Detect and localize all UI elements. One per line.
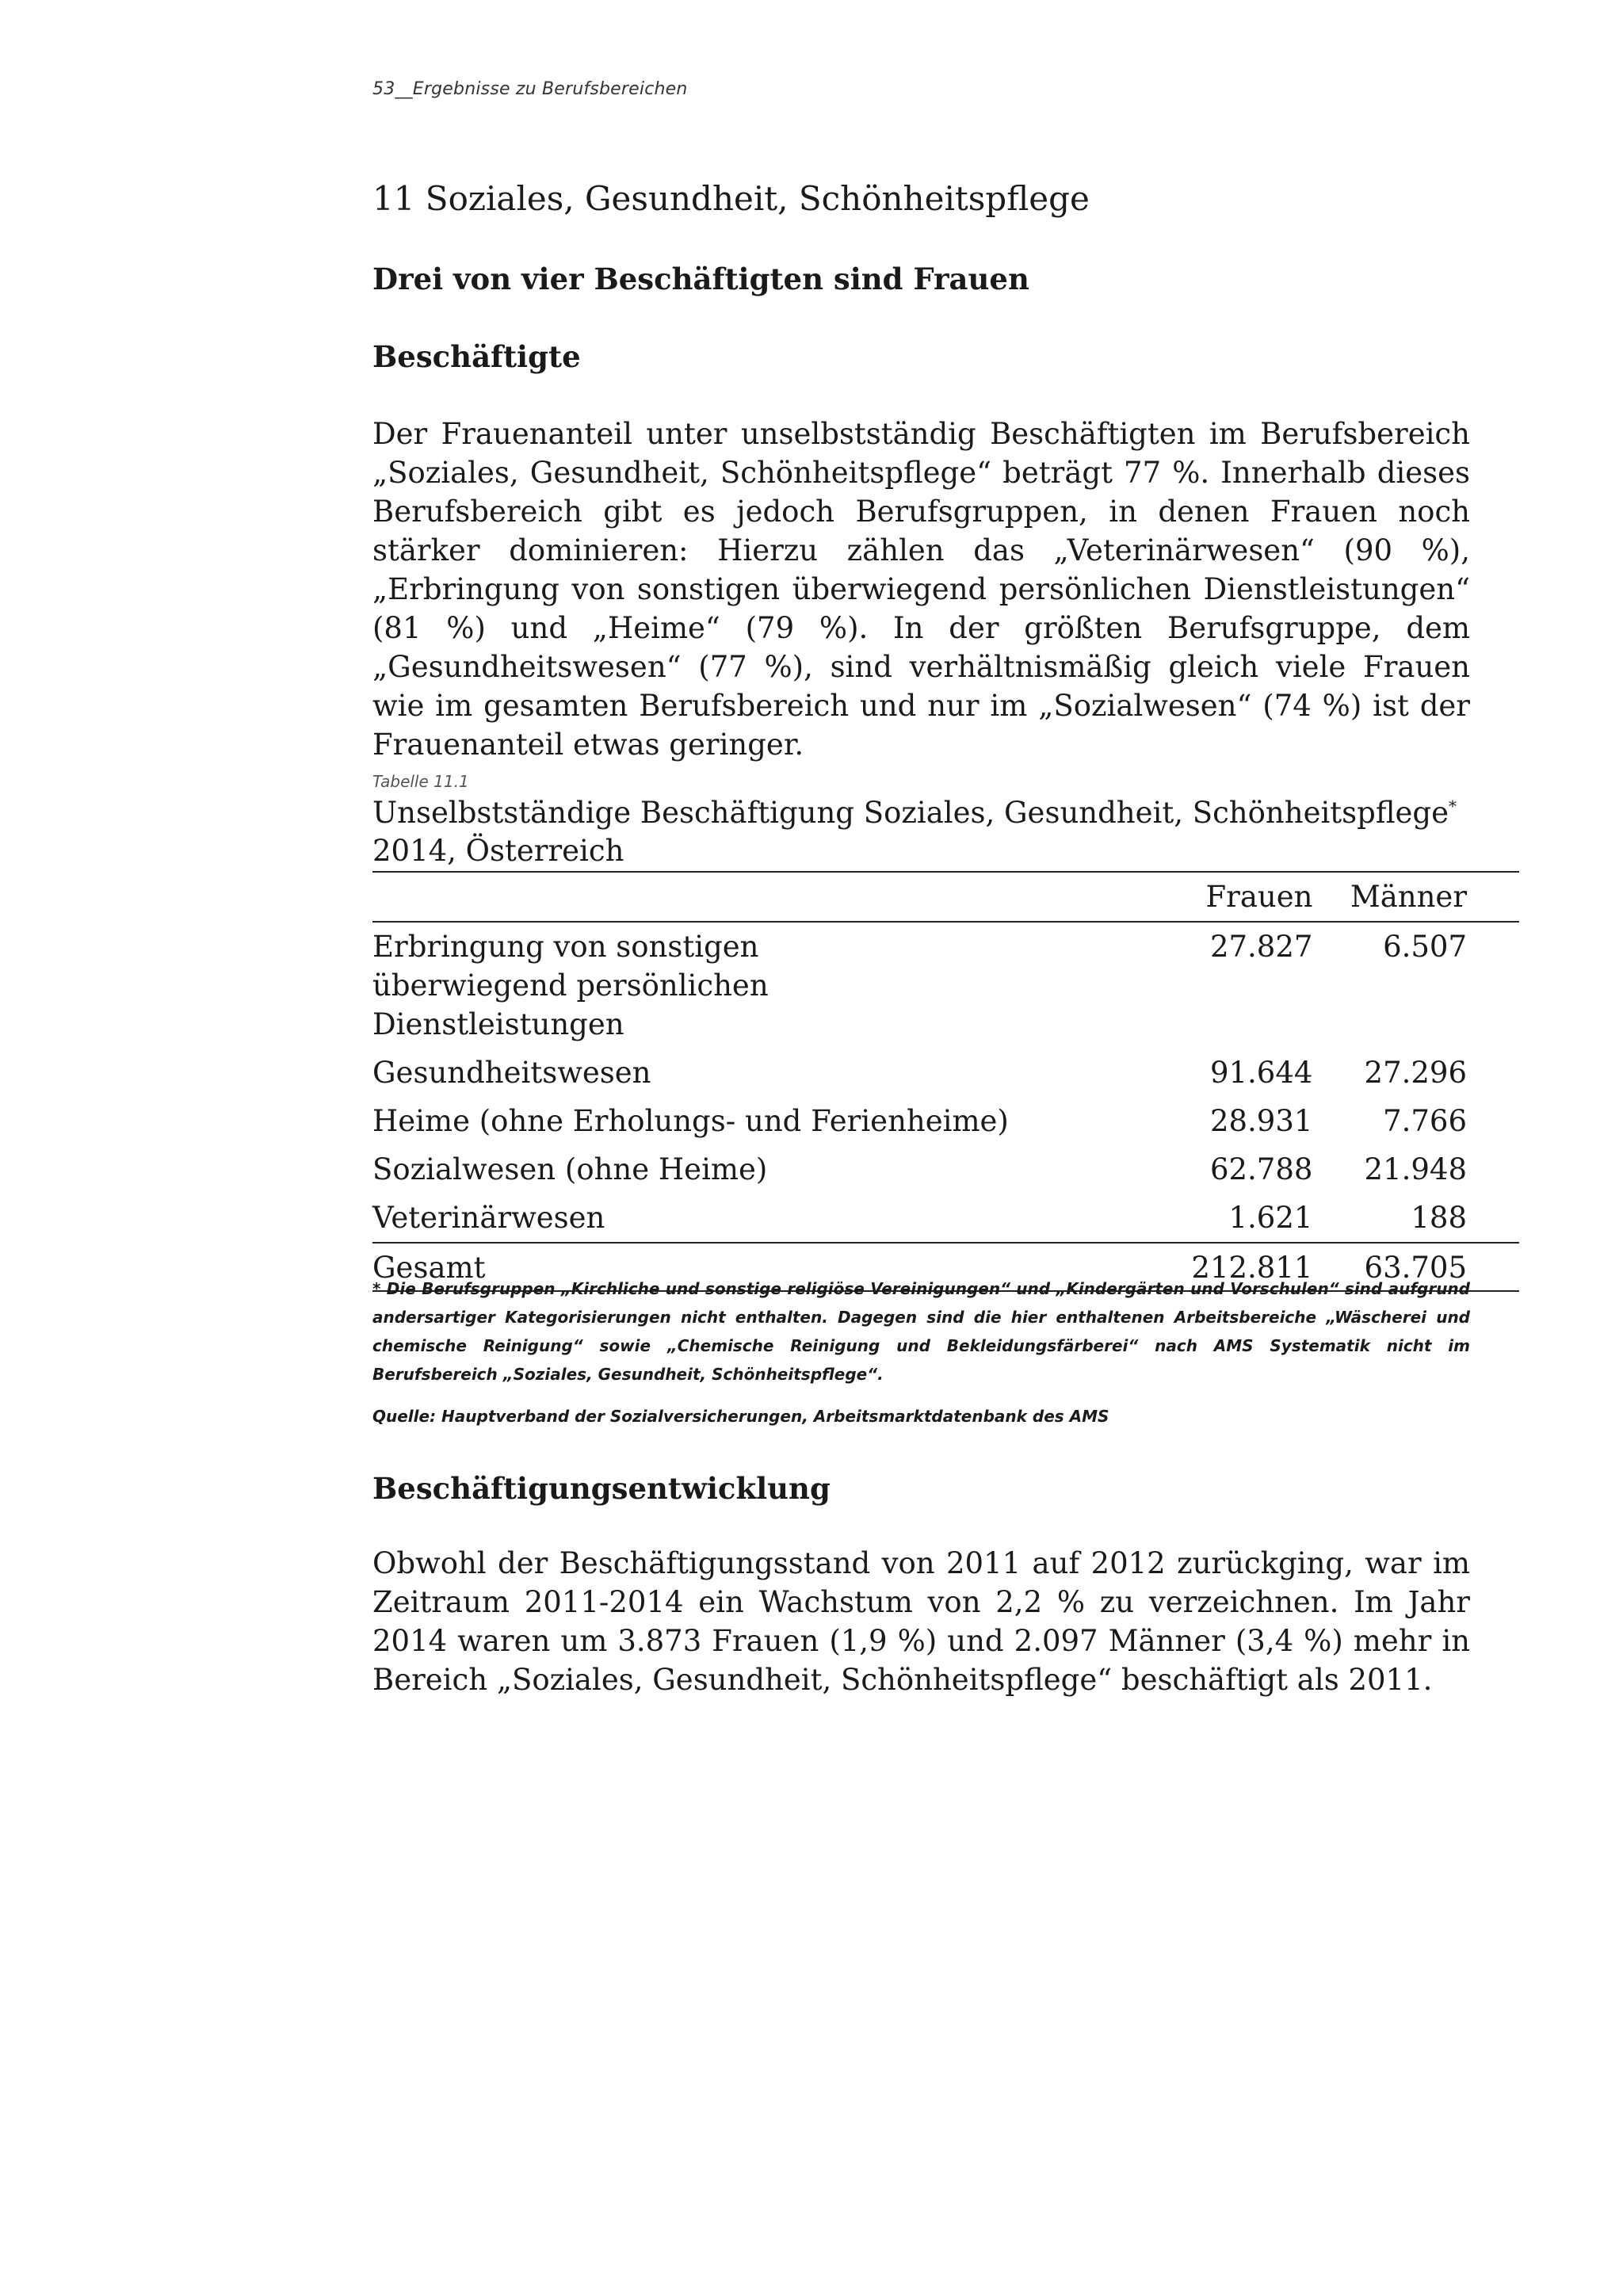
row-women-value: 1.621 [1228, 1201, 1313, 1235]
section-heading-development: Beschäftigungsentwicklung [372, 1471, 831, 1506]
row-women-value: 62.788 [1209, 1152, 1313, 1186]
development-paragraph: Obwohl der Beschäftigungsstand von 2011 auf 2012 zurückging, war im Zeitraum 2011-2014 ein Wachstum von 2,2 % zu verzeichnen. Im Jahr 2014 waren um 3.873 Frauen (1,9 %) und 2.097 Männer (3,4 %) mehr in Bereich „Soziales, Gesundheit, Schönheitspflege“ beschäftigt als 2011. [372, 1546, 1470, 1697]
total-label: Gesamt [372, 1251, 486, 1285]
total-men-value: 63.705 [1364, 1251, 1467, 1285]
column-header-women: Frauen [1205, 880, 1313, 914]
row-label: Veterinärwesen [372, 1201, 605, 1235]
row-men-value: 7.766 [1383, 1104, 1467, 1138]
table-header-row [372, 872, 1519, 922]
table-title [372, 794, 1470, 870]
row-label: Gesundheitswesen [372, 1056, 651, 1090]
row-men-value: 188 [1411, 1201, 1467, 1235]
row-women-value: 28.931 [1209, 1104, 1313, 1138]
table-title-footnote-marker: * [1449, 797, 1457, 816]
table-row [372, 922, 1519, 1049]
running-header: 53__Ergebnisse zu Berufsbereichen [372, 79, 688, 99]
column-header-men: Männer [1350, 880, 1467, 914]
row-men-value: 21.948 [1364, 1152, 1467, 1186]
section-heading-employees: Beschäftigte [372, 339, 581, 374]
row-men-value: 27.296 [1364, 1056, 1467, 1090]
table-title-rest: 2014, Österreich [372, 834, 624, 868]
row-women-value: 91.644 [1209, 1056, 1313, 1090]
chapter-headline: Drei von vier Beschäftigten sind Frauen [372, 262, 1029, 296]
table-row [372, 1097, 1519, 1145]
table-row [372, 1049, 1519, 1097]
row-women-value: 27.827 [1209, 930, 1313, 964]
row-label: Heime (ohne Erholungs- und Ferienheime) [372, 1104, 1009, 1138]
table-source: Quelle: Hauptverband der Sozialversicherungen, Arbeitsmarktdatenbank des AMS [372, 1407, 1109, 1426]
column-header-category [372, 872, 1138, 922]
chapter-title: 11 Soziales, Gesundheit, Schönheitspflege [372, 179, 1090, 218]
table-label: Tabelle 11.1 [372, 772, 469, 791]
table-row [372, 1194, 1519, 1243]
total-women-value: 212.811 [1191, 1251, 1313, 1285]
table-title-main: Unselbstständige Beschäftigung Soziales, Gesundheit, Schönheitspflege [372, 796, 1449, 830]
employment-table [372, 871, 1519, 1292]
table-row [372, 1145, 1519, 1194]
table-footnote: * Die Berufsgruppen „Kirchliche und sonstige religiöse Vereinigungen“ und „Kindergärten und Vorschulen“ sind aufgrund andersartiger Kategorisierungen nicht enthalten. Dagegen sind die hier enthaltenen Arbeitsbereiche „Wäscherei und chemische Reinigung“ sowie „Chemische Reinigung und Bekleidungsfärberei“ nach AMS Systematik nicht im Berufsbereich „Soziales, Gesundheit, Schönheitspflege“. [372, 1279, 1470, 1384]
row-label: Sozialwesen (ohne Heime) [372, 1152, 768, 1186]
row-men-value: 6.507 [1383, 930, 1467, 964]
row-label: Erbringung von sonstigen überwiegend persönlichen Dienstleistungen [372, 930, 769, 1041]
employees-paragraph: Der Frauenanteil unter unselbstständig Beschäftigten im Berufsbereich „Soziales, Gesundheit, Schönheitspflege“ beträgt 77 %. Innerhalb dieses Berufsbereich gibt es jedoch Berufsgruppen, in denen Frauen noch stärker dominieren: Hierzu zählen das „Veterinärwesen“ (90 %), „Erbringung von sonstigen überwiegend persönlichen Dienstleistungen“ (81 %) und „Heime“ (79 %). In der größten Berufsgruppe, dem „Gesundheitswesen“ (77 %), sind verhältnismäßig gleich viele Frauen wie im gesamten Berufsbereich und nur im „Sozialwesen“ (74 %) ist der Frauenanteil etwas geringer. [372, 417, 1470, 762]
